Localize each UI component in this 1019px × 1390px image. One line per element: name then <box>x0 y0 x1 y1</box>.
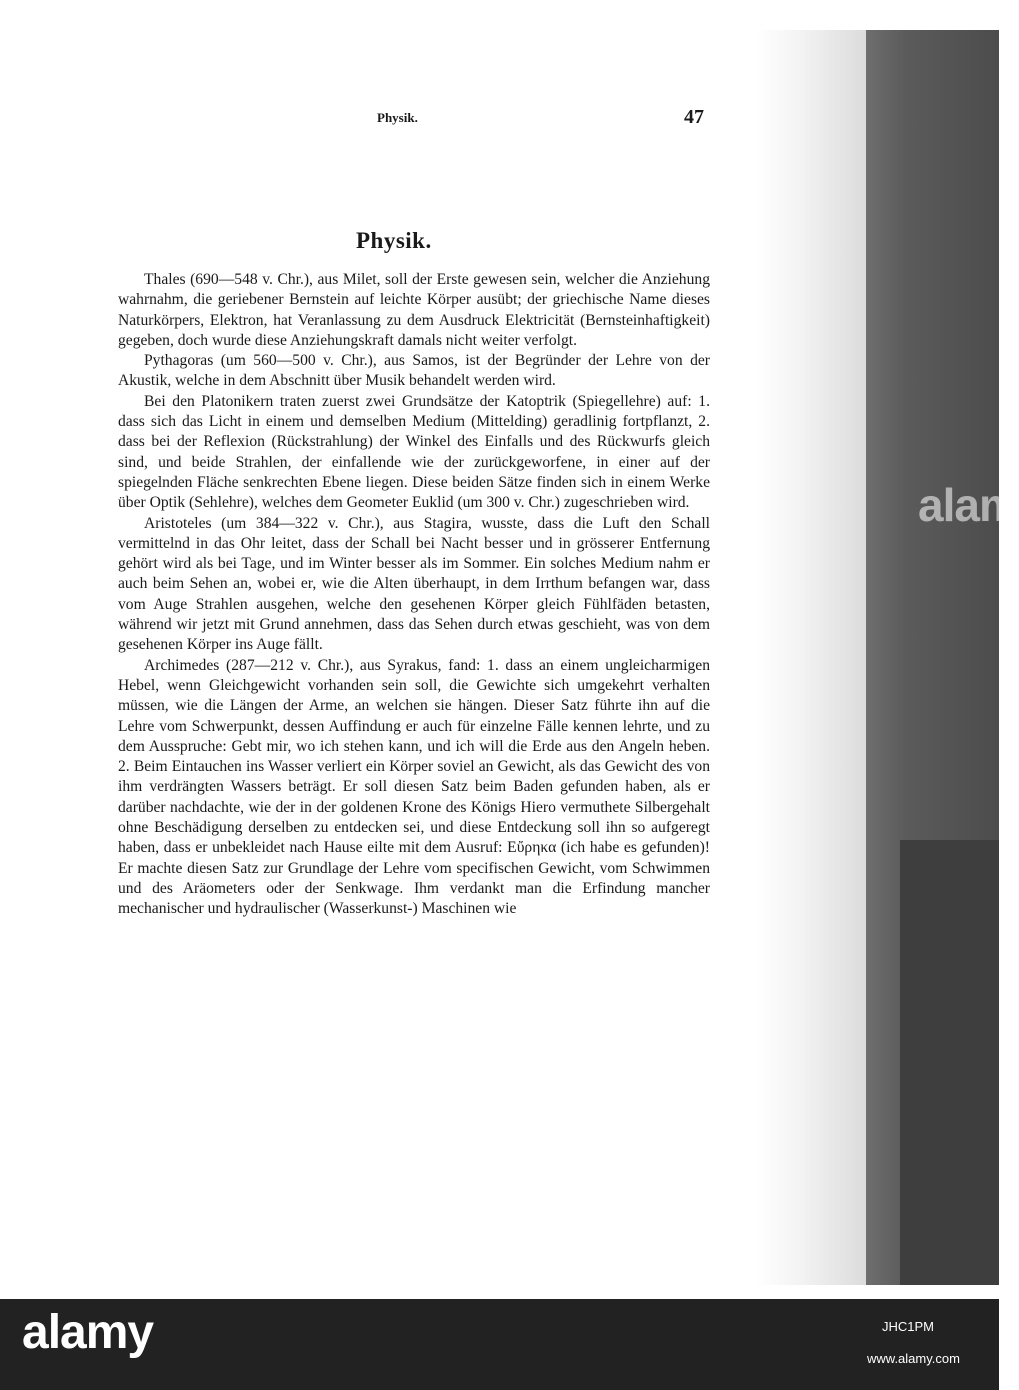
banner-url: www.alamy.com <box>867 1351 960 1366</box>
paragraph-archimedes: Archimedes (287—212 v. Chr.), aus Syrakus, fand: 1. dass an einem ungleicharmigen Hebel, wenn Gleichgewicht vorhanden sein soll, die Gewichte sich umgekehrt verhalten müssen, wie die Längen der Arme, an welchen sie hängen. Dieser Satz führte ihn auf die Lehre vom Schwerpunkt, dessen Auffindung er auch für einzelne Fälle kennen lehrte, und zu dem Ausspruche: Gebt mir, wo ich stehen kann, und ich will die Erde aus den Angeln heben. 2. Beim Eintauchen ins Wasser verliert ein Körper soviel an Gewicht, als das Gewicht des von ihm verdrängten Wassers beträgt. Er soll diesen Satz beim Baden gefunden haben, als er darüber nachdachte, wie der in der goldenen Krone des Königs Hiero vermuthete Silbergehalt ohne Beschädigung derselben zu entdecken sei, und diese Entdeckung soll ihn so aufgeregt haben, dass er unbekleidet nach Hause eilte mit dem Ausruf: Εὔρηκα (ich habe es gefunden)! Er machte diesen Satz zur Grundlage der Lehre vom specifischen Gewicht, vom Schwimmen und des Aräometers oder der Senkwage. Ihm verdankt man die Erfindung mancher mechanischer und hydraulischer (Wasserkunst-) Maschinen wie <box>118 656 710 918</box>
image-id: JHC1PM <box>882 1319 935 1334</box>
page-edge-shading <box>756 30 866 1285</box>
page-number: 47 <box>684 106 704 128</box>
alamy-logo: alamy <box>22 1306 154 1359</box>
running-head: Physik. <box>377 110 418 125</box>
body-text <box>118 270 710 920</box>
scan-dark-edge-lower <box>900 840 999 1285</box>
paragraph-thales: Thales (690—548 v. Chr.), aus Milet, soll der Erste gewesen sein, welcher die Anziehung wahrnahm, die geriebener Bernstein auf leichte Körper ausübt; der griechische Name dieses Naturkörpers, Elektron, hat Veranlassung zu dem Ausdruck Elektricität (Bernsteinhaftigkeit) gegeben, doch wurde diese Anziehungskraft damals nicht weiter verfolgt. <box>118 271 710 349</box>
paragraph-aristoteles: Aristoteles (um 384—322 v. Chr.), aus Stagira, wusste, dass die Luft den Schall vermittelnd in das Ohr leitet, dass der Schall bei Nacht besser und in grösserer Entfernung gehört wird als bei Tage, und im Winter besser als im Sommer. Ein solches Medium nahm er auch beim Sehen an, wobei er, wie die Alten überhaupt, in dem Irrthum befangen war, dass vom Auge Strahlen ausgehen, welche den gesehenen Körper gleich Fühlfäden betasten, während wir jetzt mit Grund annehmen, dass das Sehen durch etwas geschieht, was von dem gesehenen Körper ins Auge fällt. <box>118 514 710 654</box>
edge-watermark: alam <box>918 479 1019 531</box>
paragraph-katoptrik: Bei den Platonikern traten zuerst zwei Grundsätze der Katoptrik (Spiegellehre) auf: 1. dass sich das Licht in einem und demselben Medium (Mittelding) geradlinig fortpflanzt, 2. dass bei der Reflexion (Rückstrahlung) der Winkel des Einfalls und des Rückwurfs gleich sind, und beide Strahlen, der einfallende wie der zurückgeworfene, in einer auf der spiegelnden Fläche senkrechten Ebene liegen. Diese beiden Sätze finden sich in einem Werke über Optik (Sehlehre), welches dem Geometer Euklid (um 300 v. Chr.) zugeschrieben wird. <box>118 392 710 512</box>
chapter-title: Physik. <box>356 228 432 253</box>
paragraph-pythagoras: Pythagoras (um 560—500 v. Chr.), aus Samos, ist der Begründer der Lehre von der Akustik, welche in dem Abschnitt über Musik behandelt werden wird. <box>118 352 710 390</box>
